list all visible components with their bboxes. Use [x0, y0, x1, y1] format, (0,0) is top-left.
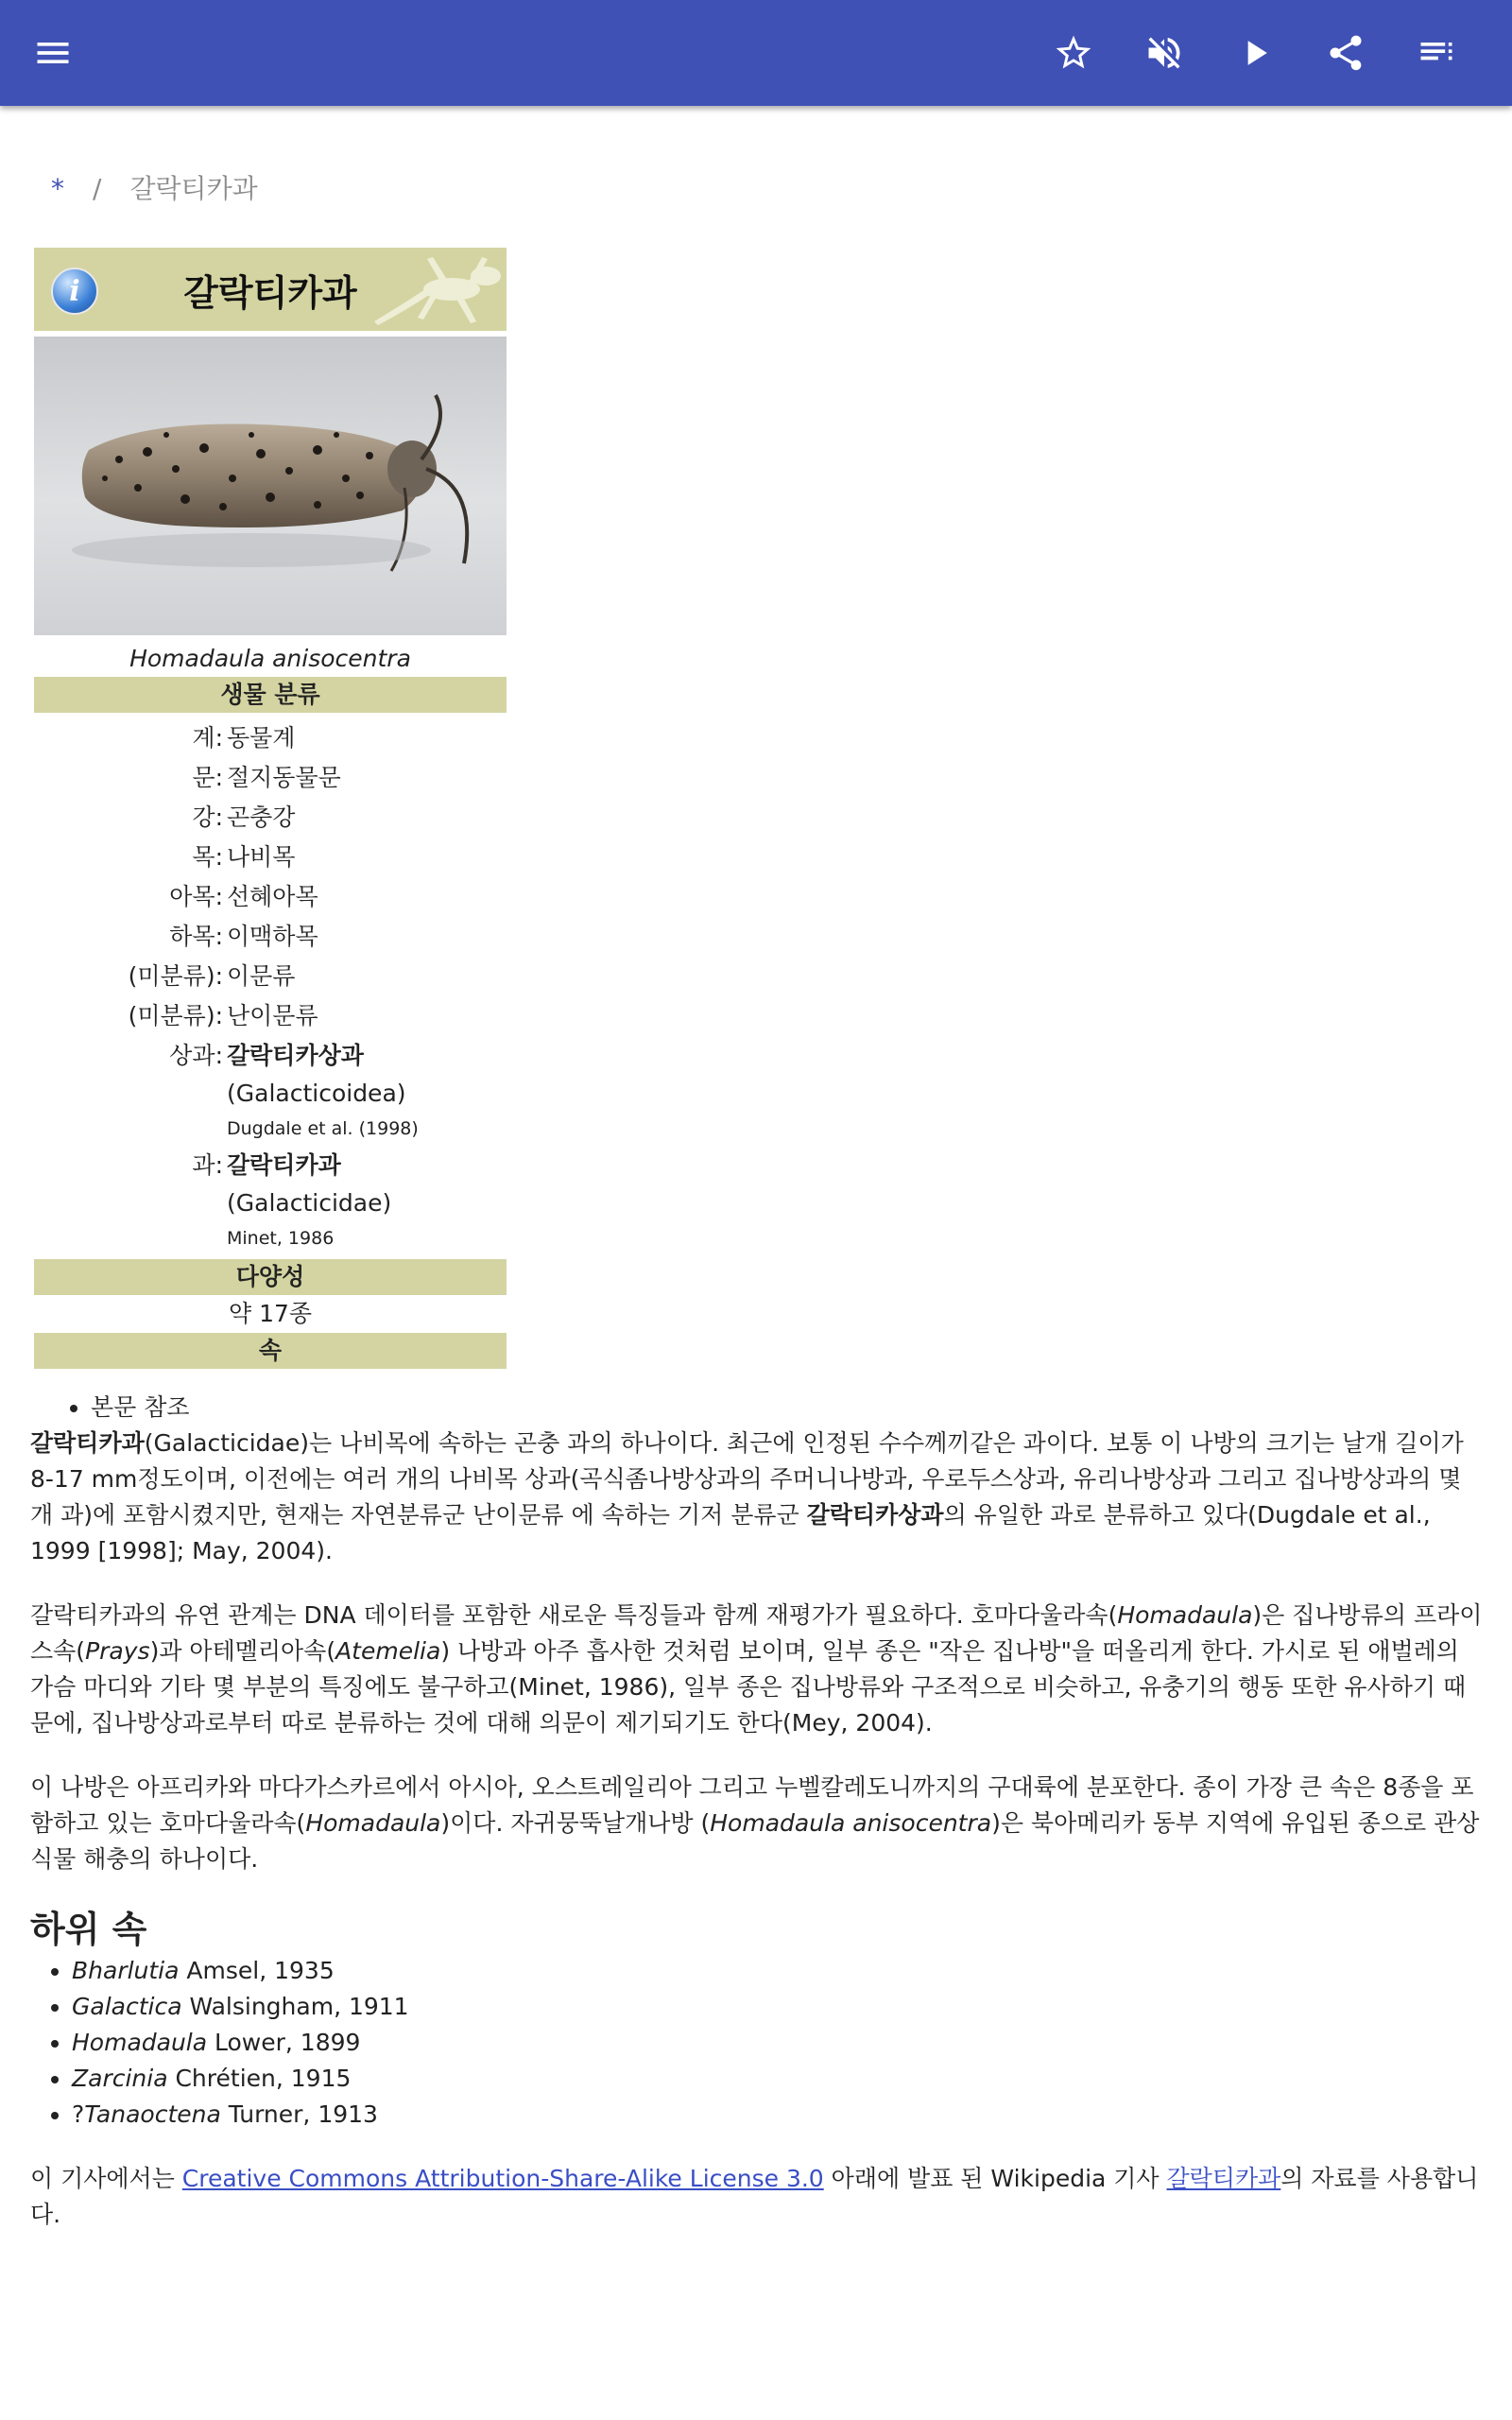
taxonomy-name[interactable]: 선혜아목 — [227, 883, 318, 910]
source-article-link[interactable]: 갈락티카과 — [1166, 2165, 1281, 2192]
text-span: 의 유일한 과로 분류하고 있다(Dugdale et al., 1999 [1998]; May, 2004). — [30, 1501, 1431, 1564]
genus-name: Tanaoctena — [84, 2100, 221, 2128]
genus-author: Amsel, 1935 — [179, 1957, 335, 1984]
bold-term: 갈락티카과 — [30, 1429, 145, 1457]
superfamily-name: 갈락티카상과 — [227, 1042, 364, 1069]
taxonomy-rank: (미분류): — [128, 1002, 223, 1029]
volume-off-icon[interactable] — [1138, 26, 1191, 79]
genus-author: Lower, 1899 — [207, 2029, 361, 2056]
photo-caption: Homadaula anisocentra — [129, 645, 411, 672]
text-span: )이다. 자귀뭉뚝날개나방 ( — [440, 1809, 711, 1837]
share-icon[interactable] — [1319, 26, 1372, 79]
taxonomy-rank: 문: — [192, 764, 223, 791]
taxonomy-rank: 상과: — [169, 1042, 223, 1069]
paragraph-relations — [30, 1598, 1486, 1741]
taxonomy-name[interactable]: 나비목 — [227, 843, 296, 871]
moth-photo — [34, 337, 507, 635]
genus-name: Zarcinia — [72, 2065, 168, 2092]
taxonomy-row — [34, 877, 507, 917]
license-notice — [30, 2161, 1486, 2233]
genus-author: Chrétien, 1915 — [167, 2065, 352, 2092]
text-span: 아래에 발표 된 Wikipedia 기사 — [823, 2165, 1167, 2192]
list-item — [72, 2097, 1486, 2133]
paragraph-intro — [30, 1426, 1486, 1569]
taxonomy-name[interactable]: 절지동물문 — [227, 764, 341, 791]
bold-term: 갈락티카상과 — [806, 1501, 944, 1529]
superfamily-scientific-name: (Galacticoidea) — [227, 1080, 406, 1107]
text-span: 의 자료를 사용합니다. — [30, 2165, 1479, 2228]
list-item: • 본문 참조 — [91, 1390, 1486, 1426]
hamburger-menu-icon[interactable] — [26, 26, 79, 79]
info-icon[interactable]: i — [51, 268, 98, 315]
taxonomy-rank: (미분류): — [128, 962, 223, 990]
taxonomy-rank: 아목: — [169, 883, 223, 910]
text-span: )은 북아메리카 동부 지역에 유입된 종으로 관상식물 해충의 하나이다. — [30, 1809, 1480, 1873]
taxonomy-name[interactable]: 이맥하목 — [227, 923, 318, 950]
taxonomy-row — [34, 758, 507, 798]
text-span: ? — [72, 2100, 85, 2128]
taxonomy-row — [34, 838, 507, 877]
taxonomy-row — [34, 798, 507, 838]
diversity-value: 약 17종 — [228, 1300, 313, 1327]
breadcrumb — [51, 168, 258, 206]
playlist-icon[interactable] — [1410, 26, 1463, 79]
taxonomy-name[interactable]: 난이문류 — [227, 1002, 318, 1029]
genus-name: Bharlutia — [72, 1957, 180, 1984]
taxobox — [34, 248, 507, 1369]
genus-header: 속 — [34, 1333, 507, 1369]
breadcrumb-separator: / — [93, 173, 102, 204]
taxonomy-rank: 하목: — [169, 923, 223, 950]
taxonomy-rank: 계: — [192, 724, 223, 752]
play-icon[interactable] — [1228, 26, 1281, 79]
text-span: 갈락티카과의 유연 관계는 DNA 데이터를 포함한 새로운 특징들과 함께 재평가가 필요하다. 호마다울라속( — [30, 1601, 1118, 1629]
article-body — [30, 1390, 1486, 2233]
text-span: 이 나방은 아프리카와 마다가스카르에서 아시아, 오스트레일리아 그리고 누벨칼레도니까지의 구대륙에 분포한다. 종이 가장 큰 속은 8종을 포함하고 있는 호마다울라속( — [30, 1773, 1474, 1837]
italic-term: Homadaula — [305, 1809, 441, 1837]
gecko-watermark-icon — [365, 248, 507, 331]
text-span: )은 집나방류의 프라이스속( — [30, 1601, 1483, 1665]
family-scientific-name: (Galacticidae) — [227, 1189, 392, 1217]
taxonomy-row — [34, 996, 507, 1036]
taxonomy-header: 생물 분류 — [34, 677, 507, 713]
family-name: 갈락티카과 — [227, 1151, 341, 1179]
list-item — [72, 1953, 1486, 1989]
taxonomy-name[interactable]: 동물계 — [227, 724, 296, 752]
superfamily-row — [34, 1036, 507, 1146]
star-outline-icon[interactable] — [1047, 26, 1100, 79]
genus-name: Galactica — [72, 1993, 182, 2020]
taxobox-title: 갈락티카과 — [183, 271, 357, 314]
list-item — [72, 2061, 1486, 2097]
italic-term: Prays — [85, 1637, 150, 1665]
paragraph-distribution — [30, 1770, 1486, 1877]
license-link[interactable]: Creative Commons Attribution-Share-Alike License 3.0 — [181, 2165, 824, 2192]
text-span: 이 기사에서는 — [30, 2165, 182, 2192]
superfamily-author: Dugdale et al. (1998) — [227, 1118, 419, 1139]
genus-author: Walsingham, 1911 — [181, 1993, 409, 2020]
app-bar — [0, 0, 1512, 106]
list-item — [72, 1989, 1486, 2025]
taxonomy-row — [34, 957, 507, 996]
subgenera-list — [30, 1953, 1486, 2133]
taxonomy-row — [34, 718, 507, 758]
diversity-header: 다양성 — [34, 1259, 507, 1295]
text-span: (Galacticidae)는 나비목에 속하는 곤충 과의 하나이다. 최근에 인정된 수수께끼같은 과이다. 보통 이 나방의 크기는 날개 길이가 8-17 mm정도이며, 이전에는 여러 개의 나비목 상과(곡식좀나방상과의 주머니나방과, 우로두스상과, 유리나방상과 그리고 집나방상과의 몇 개 과)에 포함시켰지만, 현재는 자연분류군 난이문류 에 속하는 기저 분류군 — [30, 1429, 1464, 1529]
italic-term: Atemelia — [335, 1637, 441, 1665]
genus-list — [30, 1390, 1486, 1426]
genus-author: Turner, 1913 — [220, 2100, 378, 2128]
family-author: Minet, 1986 — [227, 1228, 335, 1249]
section-heading-subgenera: 하위 속 — [30, 1909, 147, 1950]
breadcrumb-current: 갈락티카과 — [129, 173, 258, 204]
taxonomy-rank: 과: — [192, 1151, 223, 1179]
italic-term: Homadaula anisocentra — [710, 1809, 992, 1837]
list-item — [72, 2025, 1486, 2061]
taxonomy-row — [34, 917, 507, 957]
text-span: )과 아테멜리아속( — [149, 1637, 336, 1665]
taxonomy-rank: 목: — [192, 843, 223, 871]
taxonomy-name[interactable]: 이문류 — [227, 962, 296, 990]
taxonomy-rank: 강: — [192, 804, 223, 831]
taxobox-title-bar — [34, 248, 507, 331]
italic-term: Homadaula — [1117, 1601, 1253, 1629]
taxonomy-name[interactable]: 곤충강 — [227, 804, 296, 831]
taxonomy-list — [34, 718, 507, 1255]
genus-name: Homadaula — [72, 2029, 208, 2056]
breadcrumb-home-link[interactable]: * — [51, 173, 64, 204]
family-row — [34, 1146, 507, 1255]
text-span: ) 나방과 아주 흡사한 것처럼 보이며, 일부 종은 "작은 집나방"을 떠올리게 한다. 가시로 된 애벌레의 가슴 마디와 기타 몇 부분의 특징에도 불구하고(Minet, 1986), 일부 종은 집나방류와 구조적으로 비슷하고, 유충기의 행동 또한 유사하기 때문에, 집나방상과로부터 따로 분류하는 것에 대해 의문이 제기되기도 한다(Mey, 2004). — [30, 1637, 1467, 1737]
